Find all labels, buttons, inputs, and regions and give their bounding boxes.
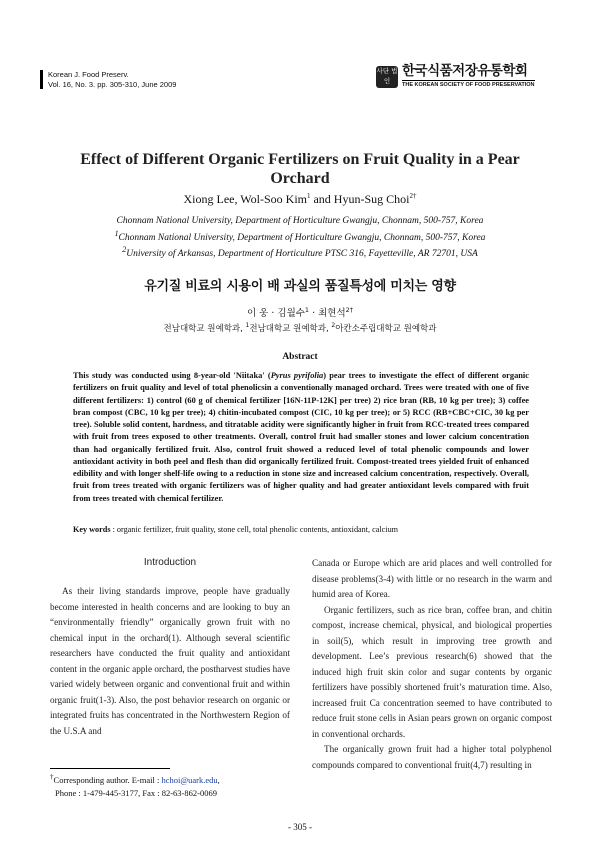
journal-volume: Vol. 16, No. 3. pp. 305-310, June 2009 [48,79,177,89]
journal-citation [40,70,278,89]
korean-title: 유기질 비료의 시용이 배 과실의 품질특성에 미치는 영향 [144,279,456,294]
footnote [50,771,310,800]
society-emblem: 사단 법인 [376,66,398,88]
paper-title [40,150,560,188]
keywords-text: organic fertilizer, fruit quality, stone cell, total phenolic contents, antioxidant, calcium [116,525,399,534]
title-line-1: Effect of Different Organic Fertilizers on Fruit Quality in a Pear [80,151,520,168]
author-sup-2: 2† [409,192,417,200]
page-number: - 305 - [288,822,312,832]
body-column-left [50,556,290,739]
affiliation-line: Chonnam National University, Department of Horticulture Gwangju, Chonnam, 500-757, Korea [116,216,484,227]
author-names-b: and Hyun-Sug Choi [310,192,410,206]
korean-authors: 이 웅 · 김월수$^1$ · 최현석$^{2\dagger}$ [246,305,354,319]
paragraph: As their living standards improve, people have gradually become interested in health concerns and are looking to buy an “environmentally friendly” organically grown fruit with no chemical input in the orchard(1). Although several scientific researchers have conducted the fruit quality and antioxidant content in the organic apple orchard, the postharvest studies have varied widely between organic and conventional fruit and within organic fruit(1-3). Also, the post behavior research on organic or integrated fruits has concentrated in the Northwestern Region of the U.S.A and [50,586,290,736]
korean-affiliations: 전남대학교 원예학과, $^1$전남대학교 원예학과, $^2$아칸소주립대학교 원예학과 [163,322,437,334]
affiliation-list [40,211,560,261]
footnote-line-2: Phone : 1-479-445-3177, Fax : 82-63-862-0069 [55,787,217,798]
email-link[interactable]: hchoi@uark.edu [161,774,218,785]
society-english-name: THE KOREAN SOCIETY OF FOOD PRESERVATION [402,82,535,88]
body-column-right [312,556,552,773]
paragraph: Organic fertilizers, such as rice bran, coffee bran, and chitin compost, increase chemical, physical, and biological properties in soil(5), which result in improving tree growth and development. Lee’s previous research(6) showed that the induced high fruit skin color and sugar contents by organic fertilizers have possibly shortened fruit’s maturation time. Also, increased fruit Ca concentration seemed to have contributed to reduce fruit stone cells in Asian pears grown on organic compost in conventional orchards. [312,604,552,739]
author-sup-1: 1 [306,192,311,200]
footnote-divider [50,768,170,769]
society-korean-name: 한국식품저장유통학회 [402,63,528,79]
abstract-heading: Abstract [282,352,318,362]
author-list [40,192,560,207]
title-line-2: Orchard [270,170,330,187]
journal-name: Korean J. Food Preserv. [48,70,129,79]
footnote-line-1: †Corresponding author. E-mail : hchoi@uark.edu, [50,773,220,785]
species-name: Pyrus pyrifolia [270,371,324,380]
keywords-label: Key words [73,525,111,534]
paragraph: Canada or Europe which are arid places and well controlled for disease problems(3-4) with little or no research in the warm and humid area of Korea. [312,558,552,599]
society-logo [376,64,562,90]
abstract-body: This study was conducted using 8-year-old 'Niitaka' (Pyrus pyrifolia) pear trees to investigate the effect of different organic fertilizers on fruit quality and level of total phenolicsin a conventionally managed orchard. Trees were treated with one of five different fertilizers: 1) control (60 g of chemical fertilizer [16N-11P-12K] per tree) 2) rice bran (RB, 10 kg per tree); 3) coffee bran compost (CBC, 10 kg per tree); 4) chitin-incubated compost (CIC, 10 kg per tree); or 5) RCC (RB+CBC+CIC, 30 kg per tree). Soluble solid content, hardness, and titratable acidity were significantly higher in fruit from RCC-treated trees compared with fruit from trees exposed to other treatments. Overall, control fruit had smaller stones and lower calcium concentration than had organically fertilized fruit. Also, control fruit showed a reduced level of total phenolic compounds and lower antioxidant activity in both peel and flesh than did organically fertilized fruit. Compost-treated trees yielded fruit of enhanced edibility and with longer shelf-life owing to a reduction in stone size and increased calcium concentration, respectively. Overall, fruit from trees treated with organic fertilizers was of higher quality and had greater antioxidant levels compared with fruit from trees treated with chemical fertilizer. [73,371,529,503]
affiliation-line: $^1$Chonnam National University, Department of Horticulture Gwangju, Chonnam, 500-757, Korea [114,228,486,243]
paragraph: The organically grown fruit had a higher total polyphenol compounds compared to conventional fruit(4,7) resulting in [312,744,552,770]
keywords: Key words : organic fertilizer, fruit quality, stone cell, total phenolic contents, antioxidant, calcium [73,525,399,534]
section-heading-introduction: Introduction [143,557,197,568]
affiliation-line: $^2$University of Arkansas, Department of Horticulture PTSC 316, Fayetteville, AR 72701, USA [122,245,478,260]
author-names-a: Xiong Lee, Wol-Soo Kim [183,192,307,206]
